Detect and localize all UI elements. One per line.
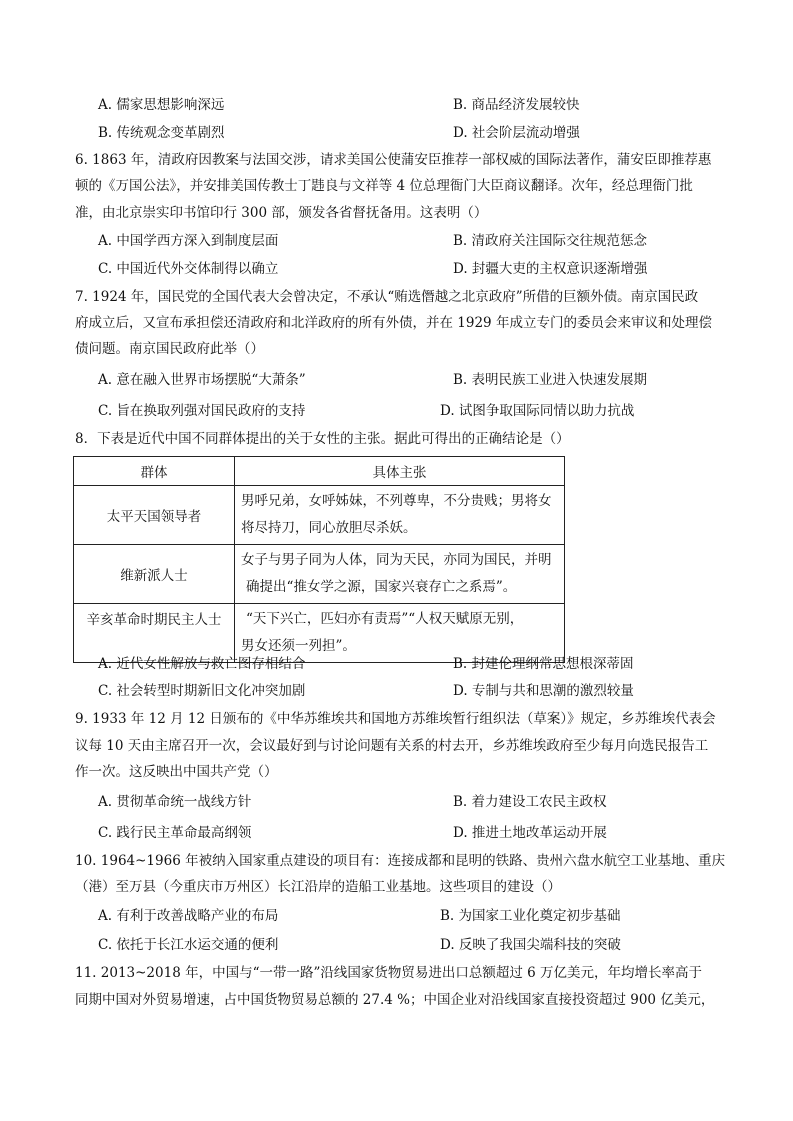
row-claim-taiping xyxy=(235,486,565,545)
claim-line: 确提出“推女学之源，国家兴衰存亡之系焉”。 xyxy=(246,579,517,595)
q6-stem-line-2: 顿的《万国公法》，并安排美国传教士丁韪良与文祥等 4 位总理衙门大臣商议翻译。次年，经总理衙门批 xyxy=(75,178,693,194)
table-header-row xyxy=(74,457,565,486)
q7-option-b[interactable]: B. 表明民族工业进入快速发展期 xyxy=(453,372,648,388)
claim-line: 将尽持刀，同心放胆尽杀妖。 xyxy=(241,520,417,536)
q9-stem-line-2: 议每 10 天由主席召开一次，会议最好到与讨论问题有关系的村去开，乡苏维埃政府至少每月向选民报告工 xyxy=(75,738,709,754)
q6-option-b[interactable]: B. 清政府关注国际交往规范惩念 xyxy=(453,233,648,249)
q9-stem-line-3: 作一次。这反映出中国共产党（） xyxy=(75,764,278,780)
claim-line: 女子与男子同为人体，同为天民，亦同为国民，并明 xyxy=(241,552,552,568)
q7-stem-line-1: 7. 1924 年，国民党的全国代表大会曾决定，不承认“贿选僭越之北京政府”所借的巨额外债。南京国民政 xyxy=(75,289,699,305)
q5-option-b[interactable]: B. 商品经济发展较快 xyxy=(453,97,580,113)
q6-option-a[interactable]: A. 中国学西方深入到制度层面 xyxy=(98,233,279,249)
q10-option-c[interactable]: C. 依托于长江水运交通的便利 xyxy=(98,937,279,953)
q7-option-a[interactable]: A. 意在融入世界市场摆脱“大萧条” xyxy=(98,372,306,388)
q7-option-c[interactable]: C. 旨在换取列强对国民政府的支持 xyxy=(98,403,306,419)
q5-option-a[interactable]: A. 儒家思想影响深远 xyxy=(98,97,225,113)
q8-option-a[interactable]: A. 近代女性解放与救亡图存相结合 xyxy=(98,656,306,672)
q7-stem-line-2: 府成立后，又宣布承担偿还清政府和北洋政府的所有外债，并在 1929 年成立专门的委员会来审议和处理偿 xyxy=(75,315,712,331)
q9-option-c[interactable]: C. 践行民主革命最高纲领 xyxy=(98,825,252,841)
q8-option-c[interactable]: C. 社会转型时期新旧文化冲突加剧 xyxy=(98,683,306,699)
q10-stem-line-1: 10. 1964~1966 年被纳入国家重点建设的项目有：连接成都和昆明的铁路、贵州六盘水航空工业基地、重庆 xyxy=(75,853,726,869)
row-claim-democrats xyxy=(235,604,565,663)
q6-stem-line-1: 6. 1863 年，清政府因教案与法国交涉，请求美国公使蒲安臣推荐一部权威的国际法著作，蒲安臣即推荐惠 xyxy=(75,152,712,168)
q9-option-b[interactable]: B. 着力建设工农民主政权 xyxy=(453,794,607,810)
q8-option-d[interactable]: D. 专制与共和思潮的激烈较量 xyxy=(453,683,634,699)
claim-line: 男女还须一列担”。 xyxy=(241,638,356,654)
row-group-reformists: 维新派人士 xyxy=(74,545,235,604)
q10-option-d[interactable]: D. 反映了我国尖端科技的突破 xyxy=(440,937,621,953)
q10-option-b[interactable]: B. 为国家工业化奠定初步基础 xyxy=(440,908,621,924)
q6-stem-line-3: 准，由北京崇实印书馆印行 300 部，颁发各省督抚备用。这表明（） xyxy=(75,205,488,221)
q7-stem-line-3: 债问题。南京国民政府此举（） xyxy=(75,341,264,357)
q10-stem-line-2: （港）至万县（今重庆市万州区）长江沿岸的造船工业基地。这些项目的建设（） xyxy=(75,879,561,895)
header-claim: 具体主张 xyxy=(235,457,565,486)
table-row xyxy=(74,604,565,663)
q8-stem: 8．下表是近代中国不同群体提出的关于女性的主张。据此可得出的正确结论是（） xyxy=(75,431,570,447)
row-group-democrats: 辛亥革命时期民主人士 xyxy=(74,604,235,663)
claim-line: 男呼兄弟，女呼姊妹，不列尊卑，不分贵贱；男将女 xyxy=(241,493,552,509)
row-group-taiping: 太平天国领导者 xyxy=(74,486,235,545)
row-claim-reformists xyxy=(235,545,565,604)
q9-option-d[interactable]: D. 推进土地改革运动开展 xyxy=(453,825,607,841)
q6-option-d[interactable]: D. 封疆大吏的主权意识逐渐增强 xyxy=(453,261,648,277)
header-group: 群体 xyxy=(74,457,235,486)
table-row xyxy=(74,486,565,545)
q7-option-d[interactable]: D. 试图争取国际同情以助力抗战 xyxy=(440,403,635,419)
q10-option-a[interactable]: A. 有利于改善战略产业的布局 xyxy=(98,908,279,924)
women-claims-table xyxy=(73,456,565,663)
q8-option-b[interactable]: B. 封建伦理纲常思想根深蒂固 xyxy=(453,656,634,672)
claim-line: “天下兴亡，匹妇亦有责焉”“人权天赋原无别， xyxy=(246,611,524,627)
q11-stem-line-1: 11. 2013~2018 年，中国与“一带一路”沿线国家货物贸易进出口总额超过 6 万亿美元，年均增长率高于 xyxy=(75,965,703,981)
q9-option-a[interactable]: A. 贯彻革命统一战线方针 xyxy=(98,794,252,810)
q11-stem-line-2: 同期中国对外贸易增速，占中国货物贸易总额的 27.4 %；中国企业对沿线国家直接投资超过 900 亿美元， xyxy=(75,992,715,1008)
q5-option-c[interactable]: B. 传统观念变革剧烈 xyxy=(98,125,225,141)
q9-stem-line-1: 9. 1933 年 12 月 12 日颁布的《中华苏维埃共和国地方苏维埃暂行组织法（草案）》规定，乡苏维埃代表会 xyxy=(75,711,716,727)
q5-option-d[interactable]: D. 社会阶层流动增强 xyxy=(453,125,580,141)
table-row xyxy=(74,545,565,604)
q6-option-c[interactable]: C. 中国近代外交体制得以确立 xyxy=(98,261,279,277)
